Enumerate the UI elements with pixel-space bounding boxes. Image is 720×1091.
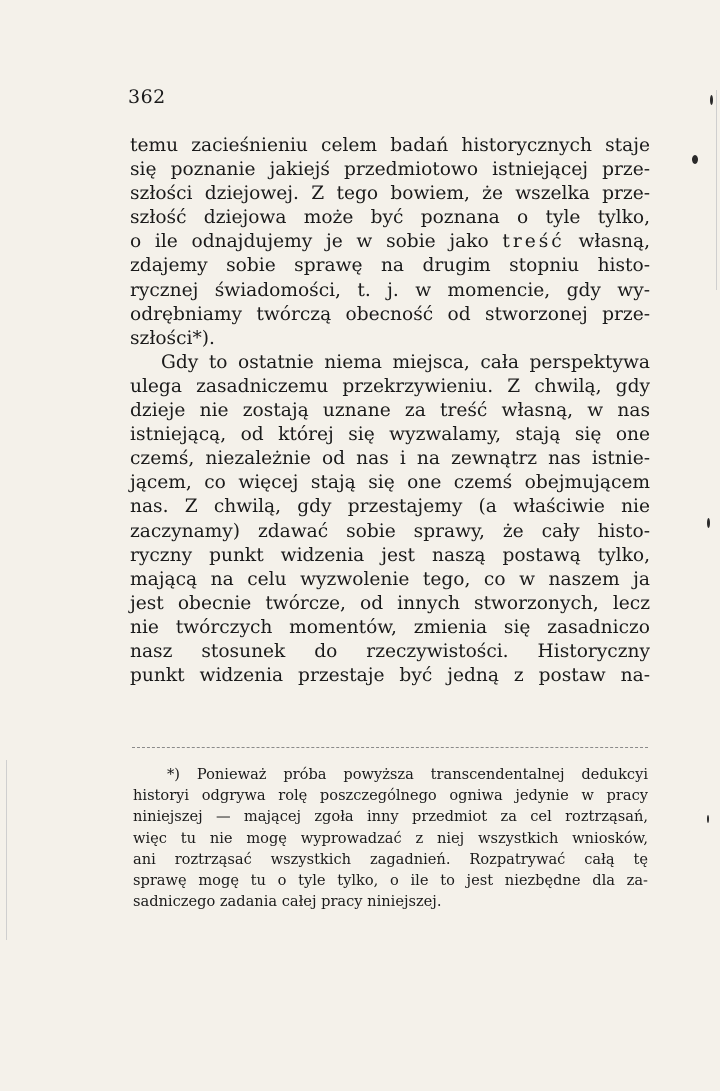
margin-ink-mark: [707, 815, 709, 823]
page-number: 362: [128, 86, 166, 108]
main-text: [130, 134, 650, 688]
footnote-line: historyi odgrywa rolę poszczególnego ogniwa jedynie w pracy: [133, 787, 648, 805]
text-line: nie twórczych momentów, zmienia się zasadniczo: [130, 616, 650, 638]
text-line: istniejącą, od której się wyzwalamy, stają się one: [130, 424, 650, 446]
margin-ink-mark: [692, 155, 698, 164]
margin-ink-mark: [710, 95, 713, 105]
margin-ink-mark: [707, 518, 710, 528]
text-line: jest obecnie twórcze, od innych stworzonych, lecz: [130, 592, 650, 614]
text-line: dzieje nie zostają uznane za treść własną, w nas: [130, 400, 650, 422]
page-edge-line: [716, 90, 717, 290]
text-line: nas. Z chwilą, gdy przestajemy (a właściwie nie: [130, 496, 650, 518]
text-line: jącem, co więcej stają się one czemś obejmującem: [130, 472, 650, 494]
text-line: Gdy to ostatnie niema miejsca, cała perspektywa: [161, 351, 650, 373]
text-line: [130, 230, 650, 254]
text-line: zaczynamy) zdawać sobie sprawy, że cały histo-: [130, 520, 650, 542]
text-segment: własną,: [564, 231, 650, 253]
footnote-separator: [132, 747, 648, 748]
text-line: czemś, niezależnie od nas i na zewnątrz nas istnie-: [130, 448, 650, 470]
text-line: szłości dziejowej. Z tego bowiem, że wszelka prze-: [130, 183, 650, 205]
text-line: zdajemy sobie sprawę na drugim stopniu histo-: [130, 255, 650, 277]
page-edge-line: [6, 760, 7, 940]
footnote: [133, 764, 648, 912]
footnote-line: więc tu nie mogę wyprowadzać z niej wszystkich wniosków,: [133, 829, 648, 847]
footnote-line: *) Ponieważ próba powyższa transcendentalnej dedukcyi: [167, 766, 648, 783]
text-segment: o ile odnajdujemy je w sobie jako: [130, 231, 503, 253]
text-line: ryczny punkt widzenia jest naszą postawą tylko,: [130, 544, 650, 566]
footnote-line: sprawę mogę tu o tyle tylko, o ile to jest niezbędne dla za-: [133, 871, 648, 889]
text-line: się poznanie jakiejś przedmiotowo istniejącej prze-: [130, 159, 650, 181]
text-line: temu zacieśnieniu celem badań historycznych staje: [130, 135, 650, 156]
footnote-line: ani roztrząsać wszystkich zagadnień. Rozpatrywać całą tę: [133, 850, 648, 868]
footnote-line: sadniczego zadania całej pracy niniejszej.: [133, 893, 442, 911]
text-line: odrębniamy twórczą obecność od stworzonej prze-: [130, 303, 650, 325]
spaced-emphasis: treść: [502, 231, 565, 253]
text-line: nasz stosunek do rzeczywistości. Historyczny: [130, 640, 650, 662]
text-line: ulega zasadniczemu przekrzywieniu. Z chwilą, gdy: [130, 375, 650, 397]
footnote-line: niniejszej — mającej zgoła inny przedmiot za cel roztrząsań,: [133, 808, 648, 826]
text-line: szłości*).: [130, 327, 215, 349]
text-line: rycznej świadomości, t. j. w momencie, gdy wy-: [130, 279, 650, 301]
text-line: mającą na celu wyzwolenie tego, co w naszem ja: [130, 568, 650, 590]
text-line: szłość dziejowa może być poznana o tyle tylko,: [130, 207, 650, 229]
text-line: punkt widzenia przestaje być jedną z postaw na-: [130, 665, 650, 687]
